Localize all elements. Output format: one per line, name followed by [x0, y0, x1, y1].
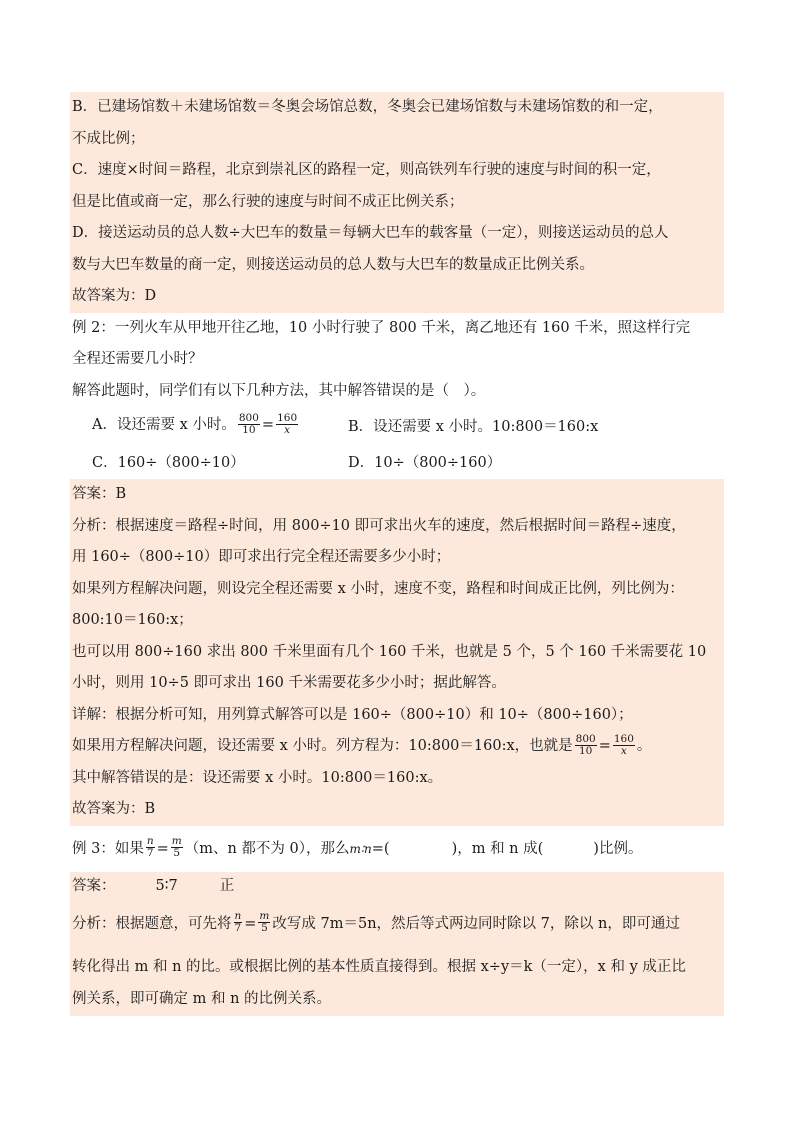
- option-b-explanation: B．已建场馆数＋未建场馆数＝冬奥会场馆总数，冬奥会已建场馆数与未建场馆数的和一定，: [70, 92, 724, 124]
- fraction: $\frac{160}{x}$: [613, 732, 634, 757]
- options-row-cd: [70, 443, 724, 479]
- answer-3-ratio: 5∶7: [155, 877, 178, 894]
- example-2-question-cont: 全程还需要几小时？: [72, 351, 203, 367]
- options-row-ab: [70, 407, 724, 443]
- example-2-prompt: 解答此题时，同学们有以下几种方法，其中解答错误的是（ ）。: [72, 382, 486, 399]
- answer-3-analysis-end: 例关系，即可确定 m 和 n 的比例关系。: [70, 986, 724, 1016]
- answer-2-analysis: 分析：根据速度＝路程÷时间，用 800÷10 即可求出火车的速度，然后根据时间＝路程÷速度，: [70, 511, 724, 543]
- answer-1-final: 故答案为：D: [70, 281, 724, 313]
- example-2-question: 例 2：一列火车从甲地开往乙地，10 小时行驶了 800 千米，离乙地还有 160 千米，照这样行完: [72, 319, 691, 336]
- option-d: D．10÷（800÷160）: [348, 454, 502, 471]
- answer-2-alt-method-cont: 小时，则用 10÷5 即可求出 160 千米需要花多少小时；据此解答。: [70, 668, 724, 700]
- option-c-explanation-cont: 但是比值或商一定，那么行驶的速度与时间不成正比例关系；: [70, 187, 724, 219]
- option-c-explanation: C．速度×时间＝路程，北京到崇礼区的路程一定，则高铁列车行驶的速度与时间的积一定，: [70, 155, 724, 187]
- answer-3-analysis: 分析：根据题意，可先将 $\frac{n}{7}$ = $\frac{m}{5}$ 改写成 7m＝5n，然后等式两边同时除以 7，除以 n，即可通过: [70, 900, 724, 948]
- option-d-explanation-cont: 数与大巴车数量的商一定，则接送运动员的总人数与大巴车的数量成正比例关系。: [70, 250, 724, 282]
- option-b: B．设还需要 x 小时。10:800＝160:x: [348, 418, 599, 435]
- fraction: $\frac{160}{x}$: [277, 411, 298, 436]
- answer-2-wrong-answer: 其中解答错误的是：设还需要 x 小时。10:800＝160:x。: [70, 763, 724, 795]
- answer-3-relation: 正: [219, 877, 235, 894]
- example-3-question: 例 3：如果 $\frac{n}{7}$ = $\frac{m}{5}$ （m、n 都不为 0），那么m∶n=( )，m 和 n 成( )比例。: [72, 835, 643, 859]
- fraction: $\frac{800}{10}$: [575, 732, 596, 757]
- answer-2-detail: 详解：根据分析可知，用列算式解答可以是 160÷（800÷10）和 10÷（800÷160）；: [70, 700, 724, 732]
- answer-2-final: 故答案为：B: [70, 794, 724, 826]
- option-a: A．设还需要 x 小时。 $\frac{800}{10}$ = $\frac{160}{x}$: [92, 411, 298, 436]
- fraction: $\frac{n}{7}$: [234, 910, 242, 934]
- fraction: $\frac{m}{5}$: [259, 910, 270, 934]
- option-c: C．160÷（800÷10）: [92, 454, 245, 471]
- answer-2-equation-method: 如果列方程解决问题，则设完全程还需要 x 小时，速度不变，路程和时间成正比例，列比例为：: [70, 574, 724, 606]
- fraction: $\frac{800}{10}$: [238, 411, 259, 436]
- fraction: $\frac{m}{5}$: [171, 835, 182, 859]
- fraction: $\frac{n}{7}$: [146, 835, 154, 859]
- answer-3-label: 答案： 5∶7 正: [70, 872, 724, 900]
- option-d-explanation: D．接送运动员的总人数÷大巴车的数量＝每辆大巴车的载客量（一定），则接送运动员的总人: [70, 218, 724, 250]
- document-content: [70, 92, 724, 1016]
- answer-3-analysis-cont: 转化得出 m 和 n 的比。或根据比例的基本性质直接得到。根据 x÷y＝k（一定），x 和 y 成正比: [70, 948, 724, 986]
- answer-2-proportion: 800:10＝160:x；: [70, 605, 724, 637]
- answer-2-detail-equation: 如果用方程解决问题，设还需要 x 小时。列方程为：10:800＝160:x，也就是 $\frac{800}{10}$ = $\frac{160}{x}$ 。: [70, 731, 724, 763]
- answer-2-label: 答案：B: [70, 479, 724, 511]
- answer-2-analysis-cont: 用 160÷（800÷10）即可求出行完全程还需要多少小时；: [70, 542, 724, 574]
- answer-2-alt-method: 也可以用 800÷160 求出 800 千米里面有几个 160 千米，也就是 5 个，5 个 160 千米需要花 10: [70, 637, 724, 669]
- option-b-explanation-cont: 不成比例；: [70, 124, 724, 156]
